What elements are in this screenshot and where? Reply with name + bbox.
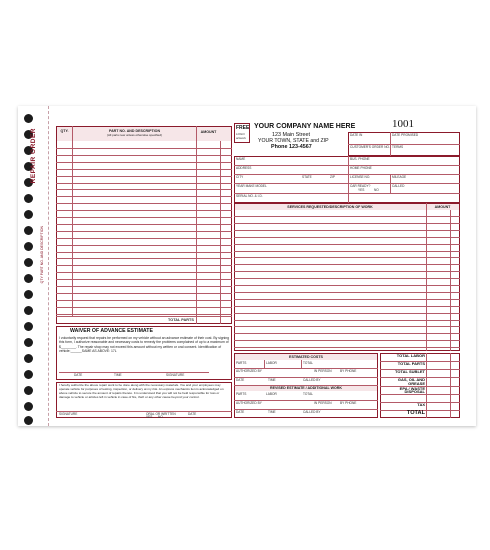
- est-called-by: CALLED BY: [303, 378, 321, 382]
- rev-called-by: CALLED BY: [303, 410, 321, 414]
- rev-total: TOTAL: [303, 392, 313, 396]
- service-row-line: [234, 340, 460, 341]
- service-row-line: [234, 278, 460, 279]
- parts-row-line: [56, 238, 232, 239]
- parts-row-line: [56, 279, 232, 280]
- parts-row-line: [56, 314, 232, 315]
- parts-row-line: [56, 210, 232, 211]
- field-year-make: YEAR MAKE MODEL: [236, 184, 267, 188]
- parts-total-label: TOTAL PARTS: [168, 318, 194, 322]
- strip-title: REPAIR ORDER: [30, 128, 37, 184]
- parts-row-line: [56, 286, 232, 287]
- services-amount-header: AMOUNT: [434, 205, 451, 209]
- waiver-signature: SIGNATURE: [166, 373, 185, 377]
- service-row-line: [234, 299, 460, 300]
- field-mileage: MILEAGE: [392, 175, 407, 179]
- service-row-line: [234, 347, 460, 348]
- feed-hole: [24, 338, 33, 347]
- parts-row-line: [56, 203, 232, 204]
- est-parts: PARTS: [236, 361, 247, 365]
- service-row-line: [234, 216, 460, 217]
- feed-hole: [24, 322, 33, 331]
- totals-label: TOTAL LABOR: [396, 353, 425, 358]
- cust-line-3: [234, 183, 460, 184]
- rev-time: TIME: [268, 410, 276, 414]
- cust-vdiv-2: [390, 174, 391, 193]
- feed-hole: [24, 274, 33, 283]
- parts-row-line: [56, 196, 232, 197]
- car-ready-no: NO: [374, 188, 379, 192]
- feed-hole: [24, 386, 33, 395]
- parts-row-line: [56, 245, 232, 246]
- cust-vdiv: [348, 156, 349, 203]
- rev-phone: BY PHONE: [340, 401, 357, 405]
- amount-header: AMOUNT: [200, 130, 217, 134]
- totals-label: EPA / WASTE DISPOSAL: [399, 385, 425, 395]
- est-labor: LABOR: [266, 361, 277, 365]
- auth-yes: YES: [146, 415, 153, 419]
- parts-row-line: [56, 189, 232, 190]
- totals-row-line: [380, 394, 460, 395]
- feed-hole: [24, 194, 33, 203]
- parts-row-line: [56, 217, 232, 218]
- parts-row-line: [56, 224, 232, 225]
- parts-row-line: [56, 155, 232, 156]
- services-header: SERVICES REQUESTED/DESCRIPTION OF WORK: [287, 205, 373, 209]
- service-row-line: [234, 251, 460, 252]
- service-row-line: [234, 313, 460, 314]
- feed-hole: [24, 210, 33, 219]
- logo-free: FREE: [236, 125, 250, 131]
- feed-hole: [24, 114, 33, 123]
- company-city: YOUR TOWN, STATE and ZIP: [258, 138, 329, 144]
- cust-line-2: [234, 174, 460, 175]
- field-customer-order: CUSTOMER'S ORDER NO.: [350, 145, 390, 149]
- field-license: LICENSE NO.: [350, 175, 371, 179]
- desc-header: PART NO. AND DESCRIPTION: [108, 129, 161, 133]
- customer-info-box: [234, 156, 460, 203]
- auth-oral: ORAL OR WRITTEN: [146, 412, 176, 416]
- rev-parts: PARTS: [236, 392, 247, 396]
- strip-instructions: QTY PART NO. AND DESCRIPTION: [40, 226, 44, 284]
- totals-label: TOTAL SUBLET: [395, 369, 425, 375]
- field-zip: ZIP: [330, 175, 335, 179]
- rev-in-person: IN PERSON: [314, 401, 332, 405]
- parts-row-line: [56, 169, 232, 170]
- revised-title: REVISED ESTIMATE / ADDITIONAL WORK: [269, 386, 342, 390]
- feed-hole: [24, 354, 33, 363]
- rev-date: DATE: [236, 410, 245, 414]
- field-city: CITY: [236, 175, 244, 179]
- parts-row-line: [56, 265, 232, 266]
- est-date: DATE: [236, 378, 245, 382]
- service-row-line: [234, 271, 460, 272]
- logo-bot: artwork: [236, 136, 246, 140]
- field-bus-phone: BUS. PHONE: [350, 157, 370, 161]
- auth-sign-line: [56, 411, 232, 412]
- parts-row-line: [56, 148, 232, 149]
- service-row-line: [234, 320, 460, 321]
- total-parts-line: [56, 316, 232, 317]
- parts-row-line: [56, 176, 232, 177]
- service-row-line: [234, 223, 460, 224]
- car-ready-yes: YES: [358, 188, 365, 192]
- waiver-date: DATE: [74, 373, 83, 377]
- auth-signature: SIGNATURE: [59, 412, 78, 416]
- parts-row-line: [56, 300, 232, 301]
- feed-hole: [24, 290, 33, 299]
- logo-mid: LOGO: [236, 132, 245, 136]
- cust-line-1: [234, 165, 460, 166]
- company-street: 123 Main Street: [272, 132, 311, 138]
- service-row-line: [234, 333, 460, 334]
- parts-row-line: [56, 162, 232, 163]
- parts-row-line: [56, 293, 232, 294]
- company-phone: Phone 123-4567: [271, 144, 312, 150]
- desc-subheader: (All parts new unless otherwise specified): [106, 133, 163, 137]
- parts-row-line: [56, 272, 232, 273]
- parts-row-line: [56, 258, 232, 259]
- cust-line-4: [234, 193, 460, 194]
- repair-order-form: [18, 106, 476, 426]
- waiver-text: I voluntarily request that repairs be performed on my vehicle without an advance estimate of their cost. By signing this form, I authorize reasonable and necessary costs to remedy the problems complained of up to a maximum of $________. The repair shop may not exceed this amount without my written or oral consent. Identification of vehicle:______SAME AS ABOVE: 17L: [59, 336, 229, 354]
- service-row-line: [234, 285, 460, 286]
- totals-label: TOTAL: [406, 409, 425, 416]
- rev-authorized: AUTHORIZED BY: [236, 401, 262, 405]
- field-date-promised: DATE PROMISED: [392, 133, 419, 137]
- totals-label: TOTAL PARTS: [397, 361, 425, 367]
- auth-no: NO: [158, 415, 163, 419]
- order-number: 1001: [392, 118, 414, 130]
- estimate-title: ESTIMATED COSTS: [289, 355, 323, 359]
- field-name: NAME: [236, 157, 246, 161]
- field-date-in: DATE IN: [350, 133, 363, 137]
- service-row-line: [234, 237, 460, 238]
- service-row-line: [234, 257, 460, 258]
- parts-row-line: [56, 252, 232, 253]
- waiver-title: WAIVER OF ADVANCE ESTIMATE: [70, 328, 153, 334]
- service-row-line: [234, 244, 460, 245]
- services-cents-divider: [450, 210, 451, 351]
- service-row-line: [234, 292, 460, 293]
- totals-label: GAS, OIL AND GREASE: [397, 377, 425, 386]
- field-called: CALLED: [392, 184, 405, 188]
- feed-hole: [24, 242, 33, 251]
- field-home-phone: HOME PHONE: [350, 166, 372, 170]
- est-in-person: IN PERSON: [314, 369, 332, 373]
- service-row-line: [234, 326, 460, 327]
- service-row-line: [234, 264, 460, 265]
- auth-date: DATE: [188, 412, 197, 416]
- rev-labor: LABOR: [266, 392, 277, 396]
- service-row-line: [234, 230, 460, 231]
- authorization-text: I hereby authorize the above repair work to be done along with the necessary materials. You and your employees may operate vehicle for purposes of testing, inspection, or delivery at my risk. An express mechanics lien is acknowledged on above vehicle to secure the amount of repairs thereto. It is understood that you will not be held responsible for loss or damage to vehicle or articles left in vehicle in case of fire, theft or any other cause beyond your control.: [59, 383, 224, 399]
- field-state: STATE: [302, 175, 312, 179]
- totals-label: TAX: [417, 401, 425, 407]
- parts-row-line: [56, 183, 232, 184]
- est-authorized: AUTHORIZED BY: [236, 369, 262, 373]
- field-car-ready: CAR READY?: [350, 184, 371, 188]
- est-vdiv-b: [301, 360, 302, 368]
- est-vdiv-a: [264, 360, 265, 368]
- parts-row-line: [56, 231, 232, 232]
- feed-hole: [24, 402, 33, 411]
- order-info-vdiv: [390, 132, 391, 156]
- est-phone: BY PHONE: [340, 369, 357, 373]
- feed-hole: [24, 370, 33, 379]
- company-name: YOUR COMPANY NAME HERE: [254, 123, 356, 130]
- field-terms: TERMS: [392, 145, 404, 149]
- feed-hole: [24, 258, 33, 267]
- qty-header: QTY.: [60, 129, 69, 133]
- feed-hole: [24, 416, 33, 425]
- field-serial: SERIAL NO. & I.D.: [236, 194, 263, 198]
- parts-row-line: [56, 307, 232, 308]
- est-time: TIME: [268, 378, 276, 382]
- est-total: TOTAL: [303, 361, 313, 365]
- service-row-line: [234, 306, 460, 307]
- feed-hole: [24, 306, 33, 315]
- feed-hole: [24, 226, 33, 235]
- field-address: ADDRESS: [236, 166, 252, 170]
- services-amount-divider: [426, 203, 427, 351]
- waiver-time: TIME: [114, 373, 122, 377]
